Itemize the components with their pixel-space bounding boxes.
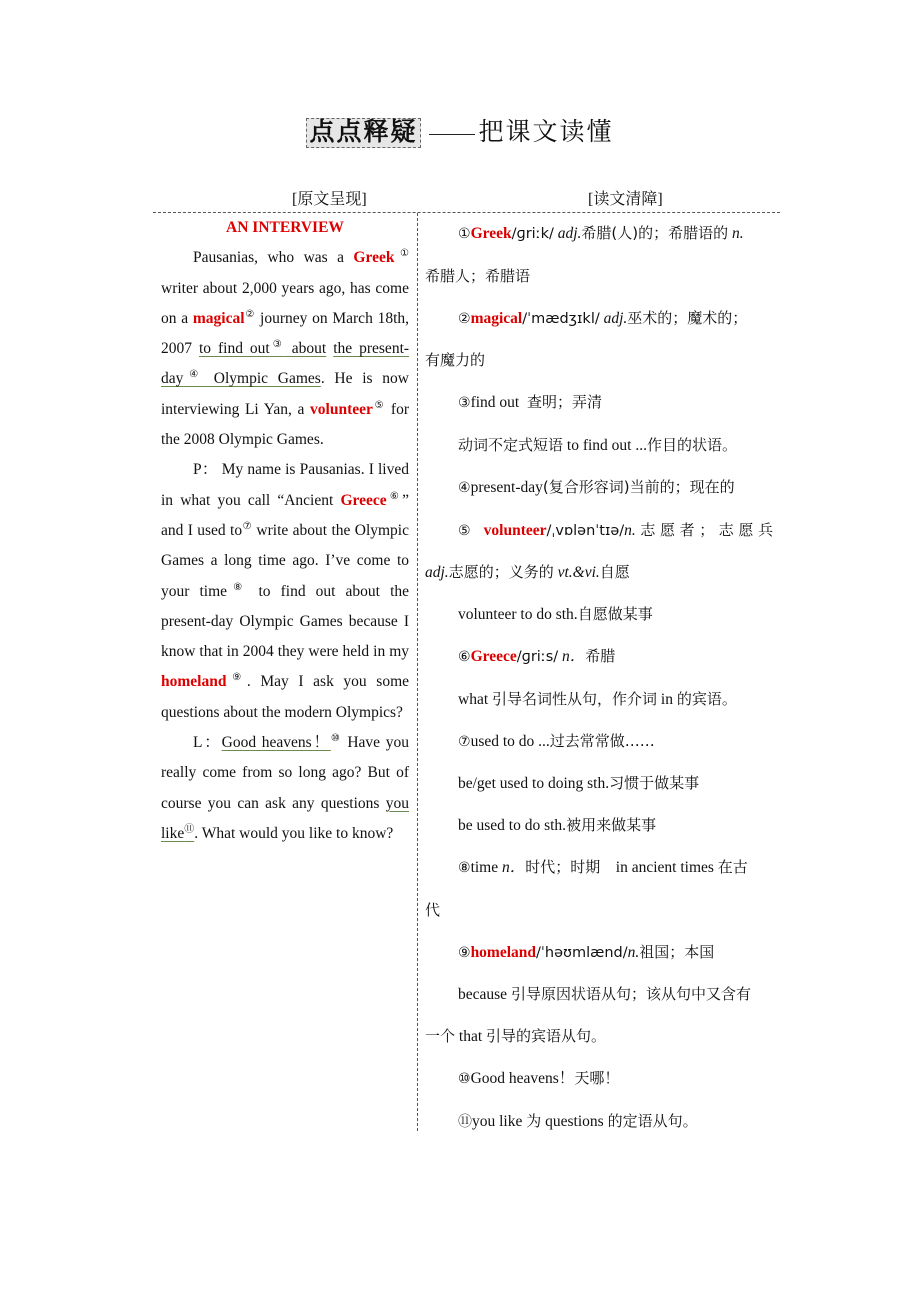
left-column-heading: [原文呈现] (292, 191, 367, 208)
note-ref: ⑦ (242, 520, 253, 532)
note-1: ①Greek/ɡriːk/ adj.希腊(人)的；希腊语的 n. (458, 224, 744, 242)
underlined-phrase: Good heavens！ (221, 734, 331, 752)
note-ref: ③ (269, 339, 285, 351)
note-7: ⑦used to do ...过去常常做…… (458, 731, 655, 750)
note-8-cont: 代 (425, 900, 441, 919)
note-2: ②magical/ˈmædʒɪkl/ adj.巫术的；魔术的； (458, 308, 748, 327)
passage-paragraph-3: L：Good heavens！⑩ Have you really come from so long ago? But of course you can ask any questions you like⑪. What would you like to know? (161, 732, 409, 842)
title-text: 把课文读懂 (478, 119, 614, 146)
note-7-example-2: be used to do sth.被用来做某事 (458, 816, 657, 835)
note-ref: ① (394, 248, 409, 260)
note-4: ④present-day(复合形容词)当前的；现在的 (458, 477, 735, 496)
passage-paragraph-2: P： My name is Pausanias. I lived in what you call “Ancient Greece⑥” and I used to⑦ write about the Olympic Games a long time ago. I’ve come to your time⑧ to find out about the present-day Olympic Games because I know that in 2004 they were held in my homeland⑨. May I ask you some questions about the modern Olympics? (161, 461, 410, 721)
note-9: ⑨homeland/ˈhəʊmlænd/n.祖国；本国 (458, 942, 715, 961)
passage-paragraph-1: Pausanias, who was a Greek① writer about 2,000 years ago, has come on a magical② journey on March 18th, 2007 to find out③ about the present-day④ Olympic Games. He is now interviewing Li Yan, a volunteer⑤ for the 2008 Olympic Games. (161, 248, 410, 449)
note-ref: ④ (183, 369, 205, 381)
note-1-cont: 希腊人；希腊语 (425, 266, 531, 285)
underlined-phrase: the present-day④ Olympic Games (161, 340, 410, 388)
keyword: magical (192, 309, 245, 327)
note-2-cont: 有魔力的 (425, 351, 486, 370)
passage-heading: AN INTERVIEW (226, 219, 344, 236)
note-3: ③find out 查明；弄清 (458, 393, 602, 412)
keyword: Greece (340, 491, 387, 509)
section-badge: 点点释疑 (306, 118, 420, 148)
note-7-example-1: be/get used to doing sth.习惯于做某事 (458, 774, 700, 793)
keyword: volunteer (310, 400, 373, 418)
note-10: ⑩Good heavens！天哪！ (458, 1068, 620, 1087)
note-ref: ⑨ (226, 672, 247, 684)
note-3-detail: 动词不定式短语 to find out ...作目的状语。 (458, 435, 737, 454)
page-title (0, 112, 920, 148)
note-5: ⑤ volunteer/ˌvɒlənˈtɪə/n.志愿者；志愿兵 (458, 520, 773, 539)
underlined-phrase: to find out③ about (198, 339, 327, 358)
keyword: homeland (161, 673, 227, 691)
note-8: ⑧time n．时代；时期 in ancient times 在古 (458, 857, 748, 876)
note-ref: ⑤ (372, 399, 386, 411)
note-ref: ⑥ (386, 490, 403, 502)
note-6-detail: what 引导名词性从句，作介词 in 的宾语。 (458, 689, 737, 708)
title-dash (429, 134, 475, 135)
note-ref: ⑪ (184, 823, 195, 835)
note-ref: ⑩ (330, 732, 342, 744)
note-11: ⑪you like 为 questions 的定语从句。 (458, 1111, 698, 1130)
underlined-phrase: you like⑪ (161, 794, 409, 842)
note-ref: ⑧ (227, 581, 249, 593)
right-column-heading: [读文清障] (588, 191, 663, 208)
notes-column (425, 213, 773, 1144)
note-ref: ② (244, 308, 256, 320)
column-divider (417, 213, 418, 1131)
passage-column (161, 213, 409, 849)
note-5-cont: adj.志愿的；义务的 vt.&vi.自愿 (425, 563, 630, 582)
note-9-cont: 一个 that 引导的宾语从句。 (425, 1027, 607, 1046)
note-6: ⑥Greece/ɡriːs/ n．希腊 (458, 646, 616, 665)
keyword: Greek (353, 249, 395, 267)
note-5-example: volunteer to do sth.自愿做某事 (458, 605, 653, 624)
note-9-detail: because 引导原因状语从句；该从句中又含有 (458, 985, 751, 1004)
